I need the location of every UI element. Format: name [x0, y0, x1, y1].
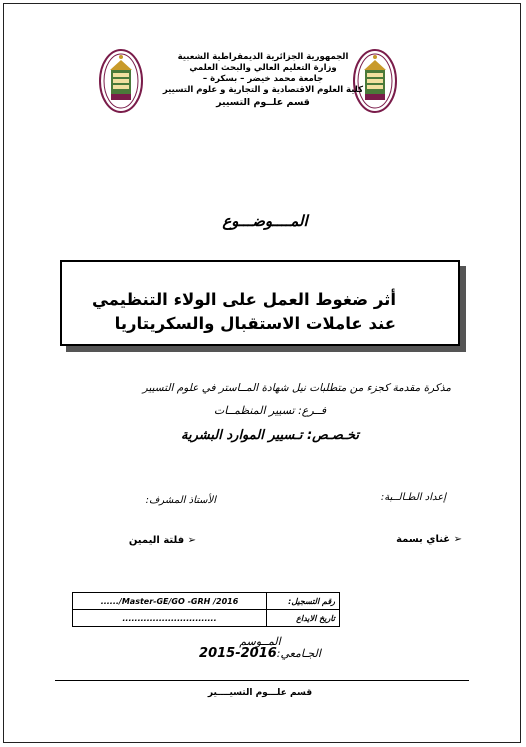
academic-season: [160, 636, 360, 660]
supervisor-label: الأستاذ المشرف:: [145, 495, 216, 506]
student-name-row: [396, 534, 462, 545]
student-label: إعداد الطـالــبة:: [380, 492, 446, 503]
registration-number-value: ....../Master-GE/GO -GRH /2016: [73, 593, 267, 610]
header-department: قسم علــوم التسيير: [216, 97, 310, 108]
thesis-title-line1: أثر ضغوط العمل على الولاء التنظيمي: [91, 290, 396, 309]
student-name: غناي بسمة: [396, 534, 451, 545]
season-label-academic: الجـامعي:: [276, 647, 321, 660]
deposit-date-value: ...............................: [73, 610, 267, 627]
thesis-title-line2: عند عاملات الاستقبال والسكريتاريا: [114, 314, 396, 333]
subject-label: المــــوضـــوع: [222, 212, 308, 230]
page-border: [3, 3, 521, 743]
table-row: [73, 593, 340, 610]
university-logo-left: [98, 48, 144, 114]
supervisor-name-row: [129, 535, 196, 546]
season-label: المــوسم: [239, 635, 281, 648]
registration-table: [72, 592, 340, 627]
arrow-bullet-icon: ➢: [187, 535, 196, 546]
header-line-ministry: وزارة التعليم العالي والبحث العلمي: [189, 63, 337, 73]
supervisor-name: فلتة اليمين: [128, 535, 185, 546]
thesis-title-box: [60, 260, 460, 346]
memo-statement: مذكرة مقدمة كجزء من متطلبات نيل شهادة المــاستر في علوم التسيير: [142, 382, 451, 394]
footer-department: قسم علـــوم التسيــــير: [207, 688, 313, 698]
specialty-label: تخـصـص: تـسيير الموارد البشرية: [181, 428, 359, 443]
header-line-university: جامعة محمد خيضر – بسكرة –: [202, 74, 324, 84]
institution-header: [140, 52, 386, 108]
footer-divider: [55, 680, 469, 681]
header-line-republic: الجمهورية الجزائرية الديمقراطية الشعبية: [177, 52, 349, 62]
branch-label: فــرع: تسيير المنظمــات: [213, 404, 327, 417]
season-years: 2015-2016: [199, 646, 277, 661]
deposit-date-label: تاريخ الايداع: [267, 610, 340, 627]
header-line-faculty: كلية العلوم الاقتصادية و التجارية و علوم التسيير: [162, 85, 364, 95]
table-row: [73, 610, 340, 627]
arrow-bullet-icon: ➢: [453, 534, 462, 545]
registration-number-label: رقم التسجيل:: [267, 593, 340, 610]
